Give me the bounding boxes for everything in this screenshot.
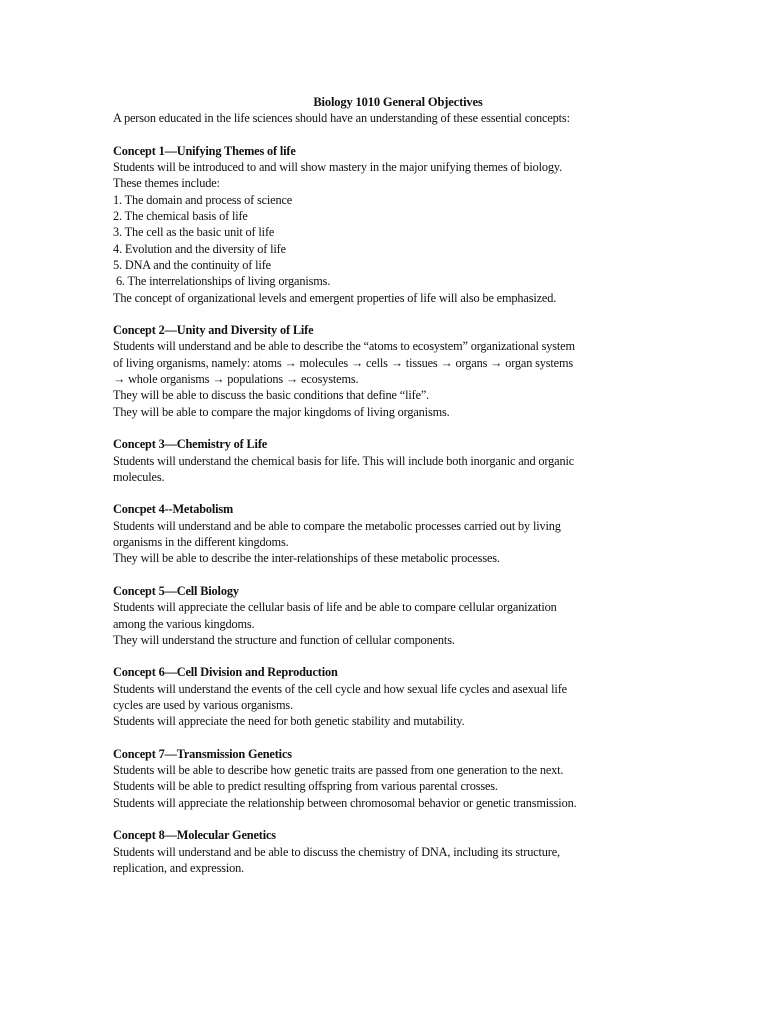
concept-text-line: Students will understand and be able to describe the “atoms to ecosystem” organizational system — [113, 339, 575, 354]
concept-text-line: Students will understand the chemical basis for life. This will include both inorganic and organic — [113, 453, 575, 468]
concept-section-3 — [113, 436, 673, 485]
concept-text-line: Students will appreciate the need for both genetic stability and mutability. — [113, 714, 465, 729]
concepts-list — [113, 143, 673, 876]
concept-text-line: Students will be able to predict resulting offspring from various parental crosses. — [113, 779, 498, 794]
concept-text-line: among the various kingdoms. — [113, 616, 255, 631]
concept-text-line: Students will understand and be able to compare the metabolic processes carried out by living — [113, 518, 561, 533]
concept-text-line: Students will be able to describe how genetic traits are passed from one generation to the next. — [113, 763, 564, 778]
concept-text-line: Students will understand and be able to discuss the chemistry of DNA, including its structure, — [113, 844, 560, 859]
concept-heading: Concept 5—Cell Biology — [113, 583, 239, 598]
concept-text-line: They will be able to discuss the basic conditions that define “life”. — [113, 388, 430, 403]
document-title: Biology 1010 General Objectives — [313, 95, 483, 109]
concept-text-line: They will be able to compare the major kingdoms of living organisms. — [113, 404, 450, 419]
concept-text-line: replication, and expression. — [113, 860, 245, 875]
concept-heading: Concept 8—Molecular Genetics — [113, 828, 276, 843]
intro-text: A person educated in the life sciences should have an understanding of these essential concepts: — [113, 111, 570, 126]
concept-heading: Concept 7—Transmission Genetics — [113, 746, 292, 761]
concept-heading: Concpet 4--Metabolism — [113, 502, 234, 517]
concept-text-line: The concept of organizational levels and emergent properties of life will also be emphasized. — [113, 290, 557, 305]
concept-text-line: Students will understand the events of the cell cycle and how sexual life cycles and asexual life — [113, 681, 567, 696]
concept-heading: Concept 6—Cell Division and Reproduction — [113, 665, 338, 680]
concept-section-8 — [113, 827, 673, 876]
concept-text-line: 5. DNA and the continuity of life — [113, 257, 271, 272]
concept-text-line: cycles are used by various organisms. — [113, 697, 293, 712]
concept-heading: Concept 1—Unifying Themes of life — [113, 143, 296, 158]
concept-section-7 — [113, 746, 673, 811]
concept-text-line: Students will appreciate the cellular basis of life and be able to compare cellular organization — [113, 600, 557, 615]
concept-text-line: 1. The domain and process of science — [113, 192, 293, 207]
concept-text-line: They will be able to describe the inter-relationships of these metabolic processes. — [113, 551, 500, 566]
concept-text-line: organisms in the different kingdoms. — [113, 535, 289, 550]
concept-section-5 — [113, 583, 673, 648]
concept-text-line: of living organisms, namely: atoms → molecules → cells → tissues → organs → organ systems — [113, 355, 574, 370]
concept-heading: Concept 2—Unity and Diversity of Life — [113, 323, 314, 338]
concept-text-line: Students will appreciate the relationship between chromosomal behavior or genetic transmission. — [113, 795, 577, 810]
concept-text-line: They will understand the structure and function of cellular components. — [113, 632, 455, 647]
concept-text-line: 3. The cell as the basic unit of life — [113, 225, 275, 240]
concept-section-6 — [113, 664, 673, 729]
concept-text-line: molecules. — [113, 469, 165, 484]
concept-text-line: 4. Evolution and the diversity of life — [113, 241, 286, 256]
concept-section-2 — [113, 322, 673, 420]
concept-text-line: → whole organisms → populations → ecosystems. — [113, 372, 359, 387]
concept-heading: Concept 3—Chemistry of Life — [113, 437, 268, 452]
concept-text-line: Students will be introduced to and will show mastery in the major unifying themes of biology. — [113, 160, 563, 175]
concept-text-line: These themes include: — [113, 176, 220, 191]
concept-section-4 — [113, 501, 673, 566]
concept-text-line: 6. The interrelationships of living organisms. — [113, 274, 331, 289]
concept-text-line: 2. The chemical basis of life — [113, 209, 248, 224]
document-page — [113, 94, 673, 876]
concept-section-1 — [113, 143, 673, 306]
